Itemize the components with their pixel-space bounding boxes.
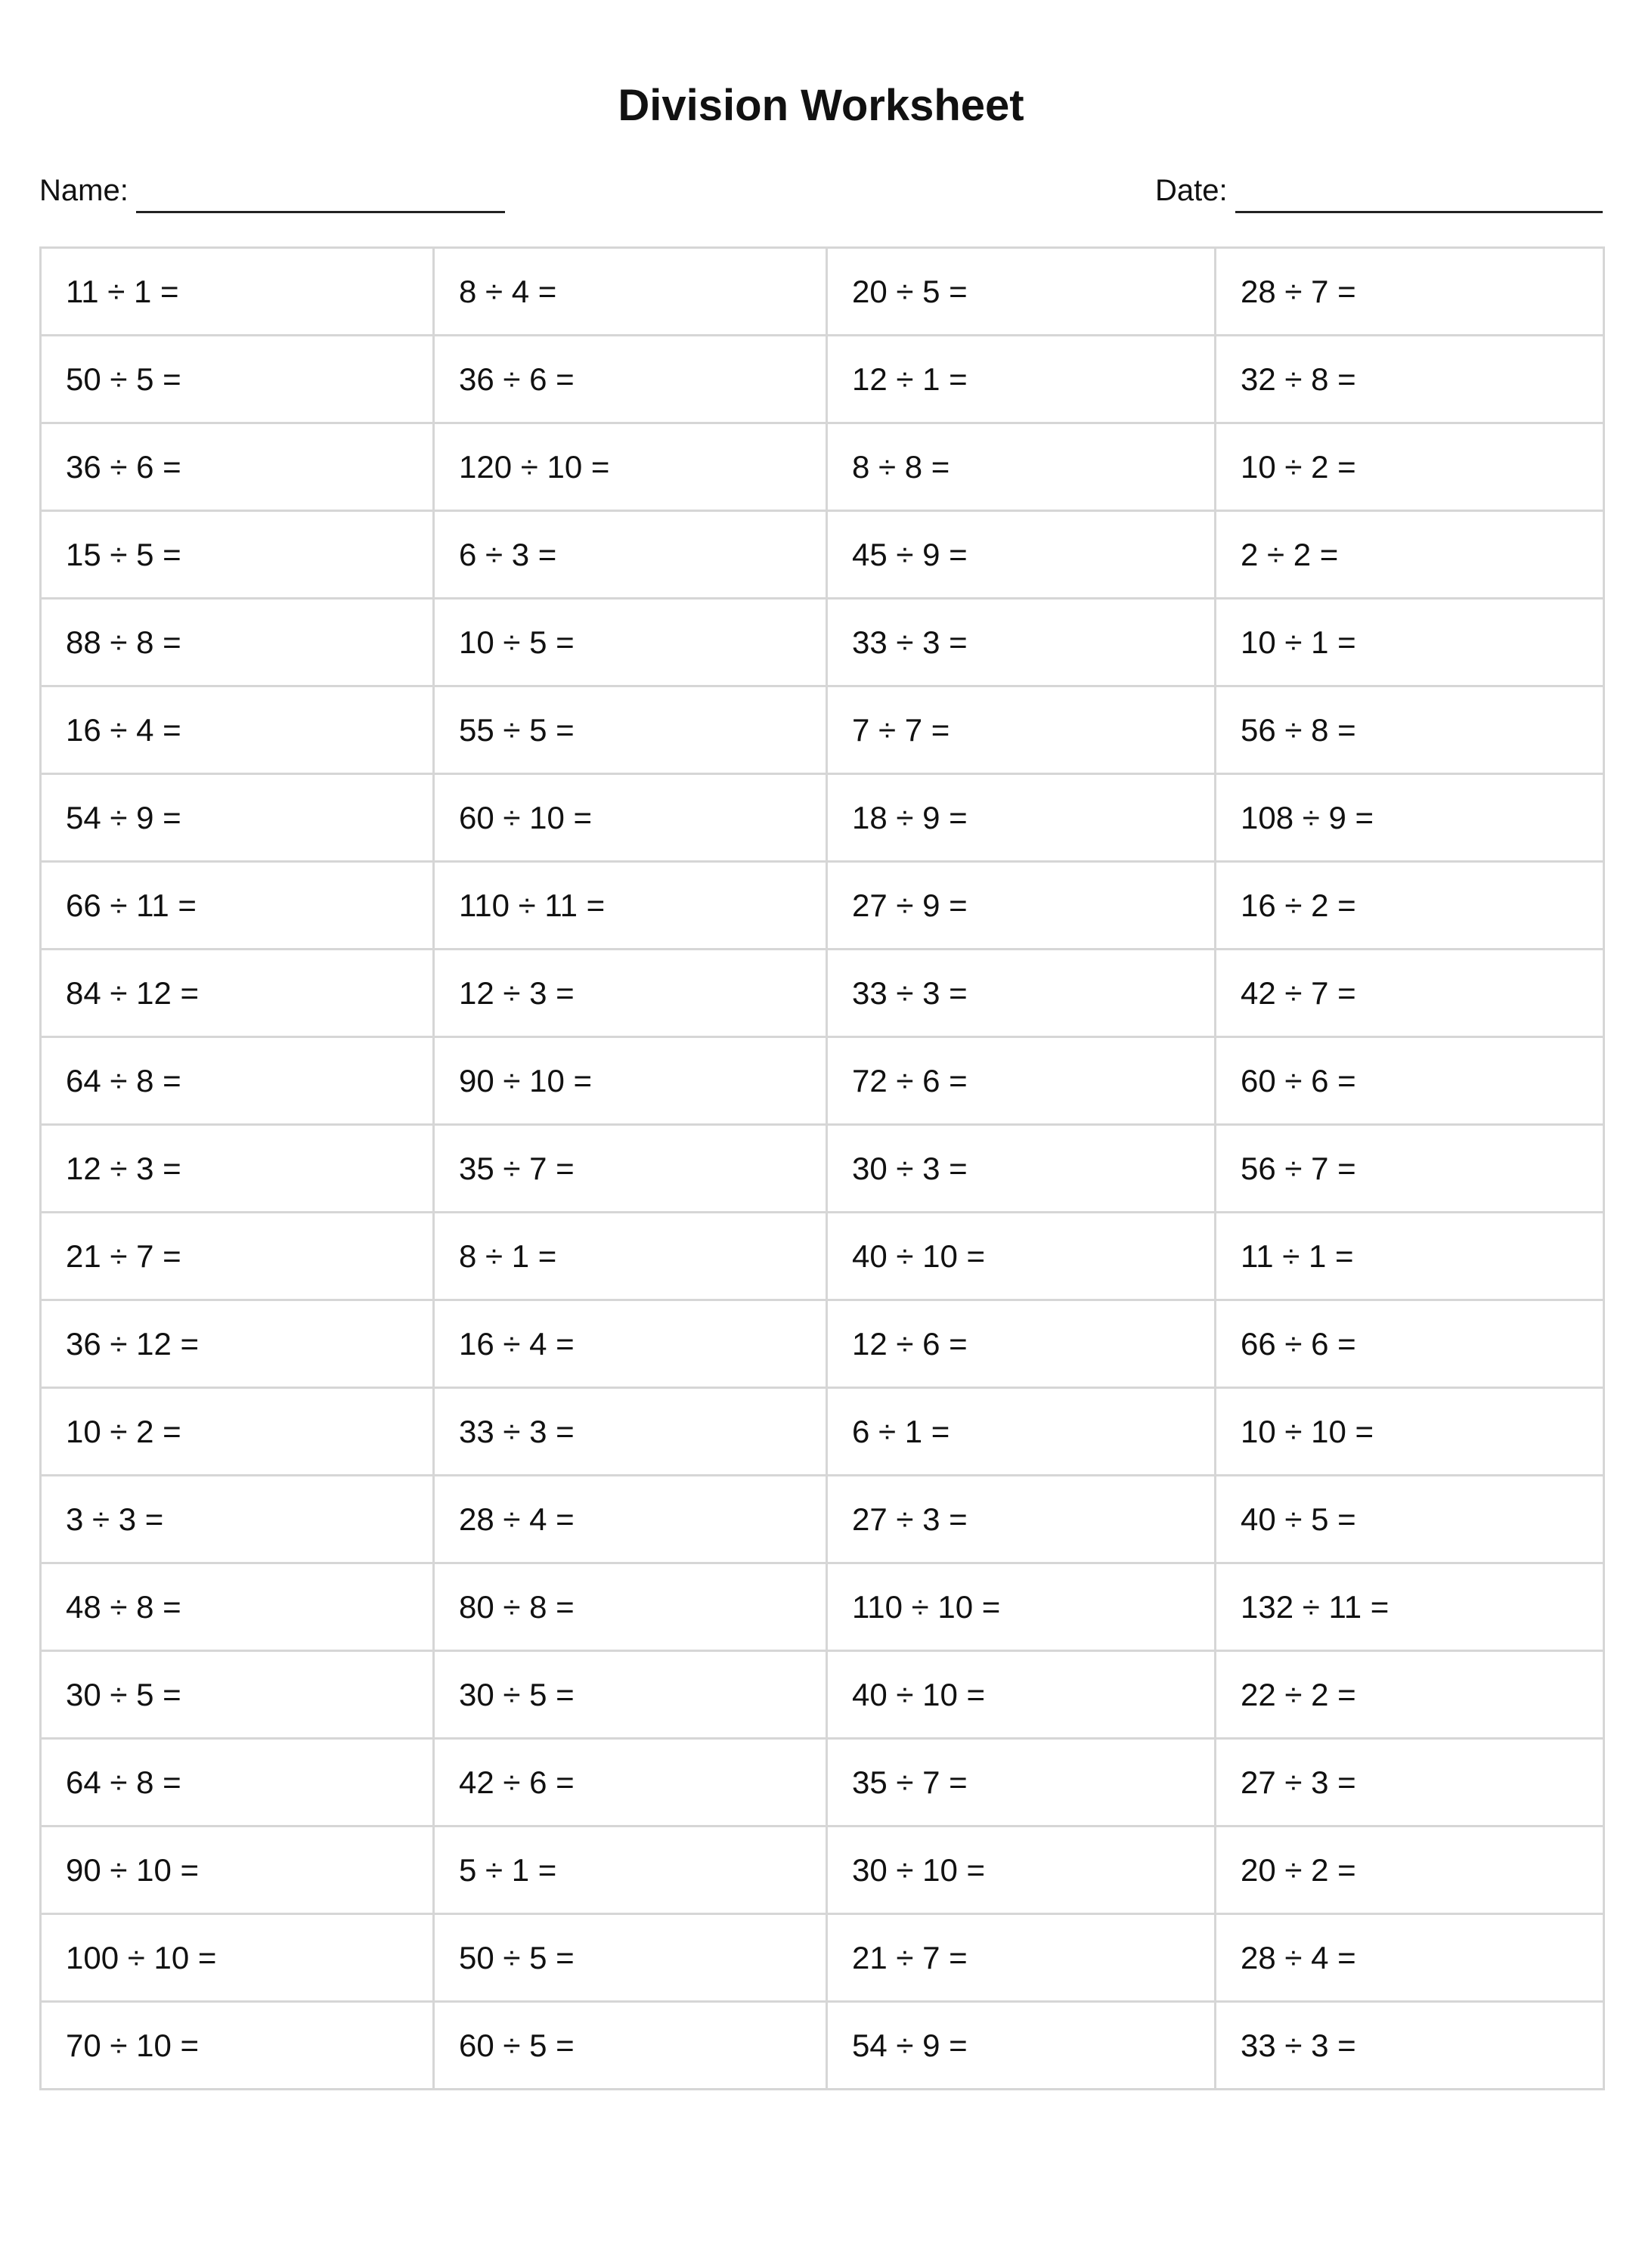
problem-cell: 48 ÷ 8 = <box>41 1563 434 1651</box>
problem-cell: 66 ÷ 11 = <box>41 862 434 950</box>
problem-cell: 12 ÷ 1 = <box>827 336 1216 423</box>
problem-cell: 60 ÷ 6 = <box>1216 1037 1604 1125</box>
problem-cell: 28 ÷ 4 = <box>434 1476 827 1563</box>
problem-row <box>41 511 1604 599</box>
problem-cell: 60 ÷ 10 = <box>434 774 827 862</box>
problem-cell: 15 ÷ 5 = <box>41 511 434 599</box>
problem-row <box>41 1476 1604 1563</box>
problem-cell: 90 ÷ 10 = <box>434 1037 827 1125</box>
problem-row <box>41 1914 1604 2002</box>
problem-cell: 11 ÷ 1 = <box>41 248 434 336</box>
problem-cell: 42 ÷ 7 = <box>1216 950 1604 1037</box>
problem-row <box>41 336 1604 423</box>
problem-grid-body <box>41 248 1604 2090</box>
problem-cell: 27 ÷ 3 = <box>1216 1739 1604 1826</box>
problem-cell: 33 ÷ 3 = <box>827 950 1216 1037</box>
problem-cell: 18 ÷ 9 = <box>827 774 1216 862</box>
problem-cell: 54 ÷ 9 = <box>827 2002 1216 2090</box>
problem-cell: 22 ÷ 2 = <box>1216 1651 1604 1739</box>
problem-row <box>41 1563 1604 1651</box>
problem-cell: 80 ÷ 8 = <box>434 1563 827 1651</box>
problem-cell: 40 ÷ 10 = <box>827 1651 1216 1739</box>
problem-cell: 11 ÷ 1 = <box>1216 1213 1604 1300</box>
problem-cell: 27 ÷ 3 = <box>827 1476 1216 1563</box>
problem-cell: 12 ÷ 3 = <box>434 950 827 1037</box>
problem-row <box>41 1213 1604 1300</box>
problem-row <box>41 1037 1604 1125</box>
problem-grid <box>39 246 1605 2090</box>
problem-row <box>41 1826 1604 1914</box>
problem-row <box>41 1651 1604 1739</box>
problem-cell: 8 ÷ 8 = <box>827 423 1216 511</box>
problem-cell: 6 ÷ 3 = <box>434 511 827 599</box>
problem-cell: 33 ÷ 3 = <box>1216 2002 1604 2090</box>
name-blank-line[interactable] <box>136 173 505 213</box>
problem-cell: 33 ÷ 3 = <box>827 599 1216 686</box>
problem-row <box>41 248 1604 336</box>
problem-cell: 30 ÷ 10 = <box>827 1826 1216 1914</box>
problem-cell: 32 ÷ 8 = <box>1216 336 1604 423</box>
problem-cell: 40 ÷ 5 = <box>1216 1476 1604 1563</box>
problem-cell: 132 ÷ 11 = <box>1216 1563 1604 1651</box>
problem-cell: 10 ÷ 5 = <box>434 599 827 686</box>
problem-cell: 40 ÷ 10 = <box>827 1213 1216 1300</box>
problem-cell: 54 ÷ 9 = <box>41 774 434 862</box>
problem-cell: 64 ÷ 8 = <box>41 1739 434 1826</box>
problem-cell: 90 ÷ 10 = <box>41 1826 434 1914</box>
problem-row <box>41 2002 1604 2090</box>
problem-row <box>41 599 1604 686</box>
problem-row <box>41 1300 1604 1388</box>
problem-cell: 70 ÷ 10 = <box>41 2002 434 2090</box>
problem-cell: 108 ÷ 9 = <box>1216 774 1604 862</box>
problem-cell: 16 ÷ 4 = <box>434 1300 827 1388</box>
problem-cell: 36 ÷ 12 = <box>41 1300 434 1388</box>
problem-cell: 100 ÷ 10 = <box>41 1914 434 2002</box>
problem-cell: 20 ÷ 5 = <box>827 248 1216 336</box>
problem-cell: 56 ÷ 8 = <box>1216 686 1604 774</box>
problem-cell: 30 ÷ 5 = <box>434 1651 827 1739</box>
problem-row <box>41 423 1604 511</box>
problem-cell: 50 ÷ 5 = <box>434 1914 827 2002</box>
problem-cell: 10 ÷ 2 = <box>41 1388 434 1476</box>
problem-cell: 50 ÷ 5 = <box>41 336 434 423</box>
problem-row <box>41 774 1604 862</box>
problem-cell: 30 ÷ 3 = <box>827 1125 1216 1213</box>
problem-cell: 28 ÷ 7 = <box>1216 248 1604 336</box>
problem-cell: 45 ÷ 9 = <box>827 511 1216 599</box>
problem-cell: 5 ÷ 1 = <box>434 1826 827 1914</box>
problem-cell: 16 ÷ 4 = <box>41 686 434 774</box>
problem-cell: 110 ÷ 10 = <box>827 1563 1216 1651</box>
problem-cell: 20 ÷ 2 = <box>1216 1826 1604 1914</box>
problem-cell: 120 ÷ 10 = <box>434 423 827 511</box>
problem-cell: 10 ÷ 2 = <box>1216 423 1604 511</box>
problem-cell: 33 ÷ 3 = <box>434 1388 827 1476</box>
problem-row <box>41 1739 1604 1826</box>
problem-row <box>41 686 1604 774</box>
problem-cell: 10 ÷ 1 = <box>1216 599 1604 686</box>
problem-cell: 8 ÷ 4 = <box>434 248 827 336</box>
problem-row <box>41 1125 1604 1213</box>
problem-cell: 36 ÷ 6 = <box>434 336 827 423</box>
problem-cell: 7 ÷ 7 = <box>827 686 1216 774</box>
problem-row <box>41 1388 1604 1476</box>
problem-cell: 35 ÷ 7 = <box>827 1739 1216 1826</box>
date-field <box>1155 168 1603 213</box>
problem-cell: 110 ÷ 11 = <box>434 862 827 950</box>
name-label: Name: <box>39 174 129 207</box>
problem-cell: 16 ÷ 2 = <box>1216 862 1604 950</box>
problem-row <box>41 950 1604 1037</box>
problem-cell: 36 ÷ 6 = <box>41 423 434 511</box>
problem-row <box>41 862 1604 950</box>
problem-cell: 28 ÷ 4 = <box>1216 1914 1604 2002</box>
problem-cell: 27 ÷ 9 = <box>827 862 1216 950</box>
problem-cell: 8 ÷ 1 = <box>434 1213 827 1300</box>
name-field <box>39 168 505 213</box>
problem-cell: 42 ÷ 6 = <box>434 1739 827 1826</box>
problem-cell: 21 ÷ 7 = <box>827 1914 1216 2002</box>
problem-cell: 55 ÷ 5 = <box>434 686 827 774</box>
date-blank-line[interactable] <box>1235 173 1603 213</box>
problem-cell: 60 ÷ 5 = <box>434 2002 827 2090</box>
problem-cell: 72 ÷ 6 = <box>827 1037 1216 1125</box>
problem-cell: 56 ÷ 7 = <box>1216 1125 1604 1213</box>
problem-cell: 2 ÷ 2 = <box>1216 511 1604 599</box>
problem-cell: 12 ÷ 6 = <box>827 1300 1216 1388</box>
problem-cell: 64 ÷ 8 = <box>41 1037 434 1125</box>
problem-cell: 35 ÷ 7 = <box>434 1125 827 1213</box>
problem-cell: 66 ÷ 6 = <box>1216 1300 1604 1388</box>
problem-cell: 88 ÷ 8 = <box>41 599 434 686</box>
problem-cell: 12 ÷ 3 = <box>41 1125 434 1213</box>
problem-cell: 84 ÷ 12 = <box>41 950 434 1037</box>
problem-cell: 30 ÷ 5 = <box>41 1651 434 1739</box>
problem-cell: 21 ÷ 7 = <box>41 1213 434 1300</box>
date-label: Date: <box>1155 174 1228 207</box>
problem-cell: 6 ÷ 1 = <box>827 1388 1216 1476</box>
problem-cell: 3 ÷ 3 = <box>41 1476 434 1563</box>
page-title: Division Worksheet <box>618 81 1024 130</box>
problem-cell: 10 ÷ 10 = <box>1216 1388 1604 1476</box>
